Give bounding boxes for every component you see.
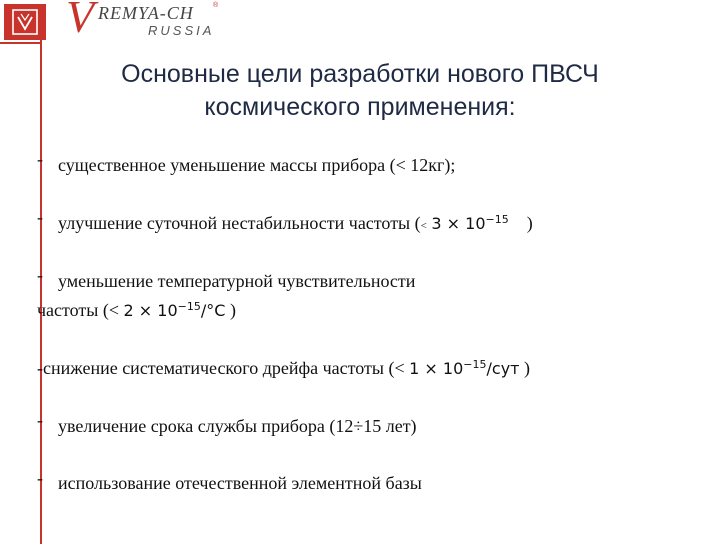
brand-country: RUSSIA [148,23,215,38]
bullet-dash: - [37,468,43,488]
formula-exponent: −15 [463,358,487,371]
formula-unit: /сут [486,359,520,378]
title-line-1: Основные цели разработки нового ПВСЧ [121,60,599,88]
formula-base: 2 × 10 [123,301,178,320]
list-item-continuation [37,299,236,324]
less-than-sign: < [420,220,427,232]
brand-letter: V [66,0,95,42]
list-item [58,415,417,437]
list-item-text: улучшение суточной нестабильности частоты ( [58,213,421,233]
header-divider [0,42,42,44]
brand-registered-mark: ® [213,2,219,9]
formula-unit: /°C [200,301,226,320]
formula-base: 3 × 10 [431,214,486,233]
formula [124,301,226,320]
list-item [58,472,422,494]
title-line-2: космического применения: [204,93,516,121]
formula-exponent: −15 [485,213,509,226]
list-item-text: -снижение систематического дрейфа частоты (< [37,358,405,378]
brand-logo [66,0,266,40]
bullet-dash: - [37,410,43,430]
list-item [58,212,533,237]
bullet-dash: - [37,207,43,227]
formula-exponent: −15 [177,300,201,313]
list-item-text: использование отечественной элементной базы [58,473,422,493]
list-item [58,154,455,176]
list-item-text: существенное уменьшение массы прибора (< 12кг); [58,155,456,175]
formula [409,359,519,378]
closing-paren: ) [229,300,236,320]
closing-paren: ) [523,358,530,378]
formula-base: 1 × 10 [409,359,464,378]
formula [431,214,508,233]
list-item-text: частоты (< [37,300,120,320]
list-item-text: увеличение срока службы прибора (12÷15 лет) [58,416,417,436]
list-item [58,270,415,292]
page-title [60,58,660,124]
list-item [37,357,530,382]
list-item-text: уменьшение температурной чувствительности [58,271,416,291]
closing-paren: ) [526,213,533,233]
bullet-dash: - [37,149,43,169]
bullet-dash: - [37,265,43,285]
brand-name: REMYA-CH [98,3,194,23]
